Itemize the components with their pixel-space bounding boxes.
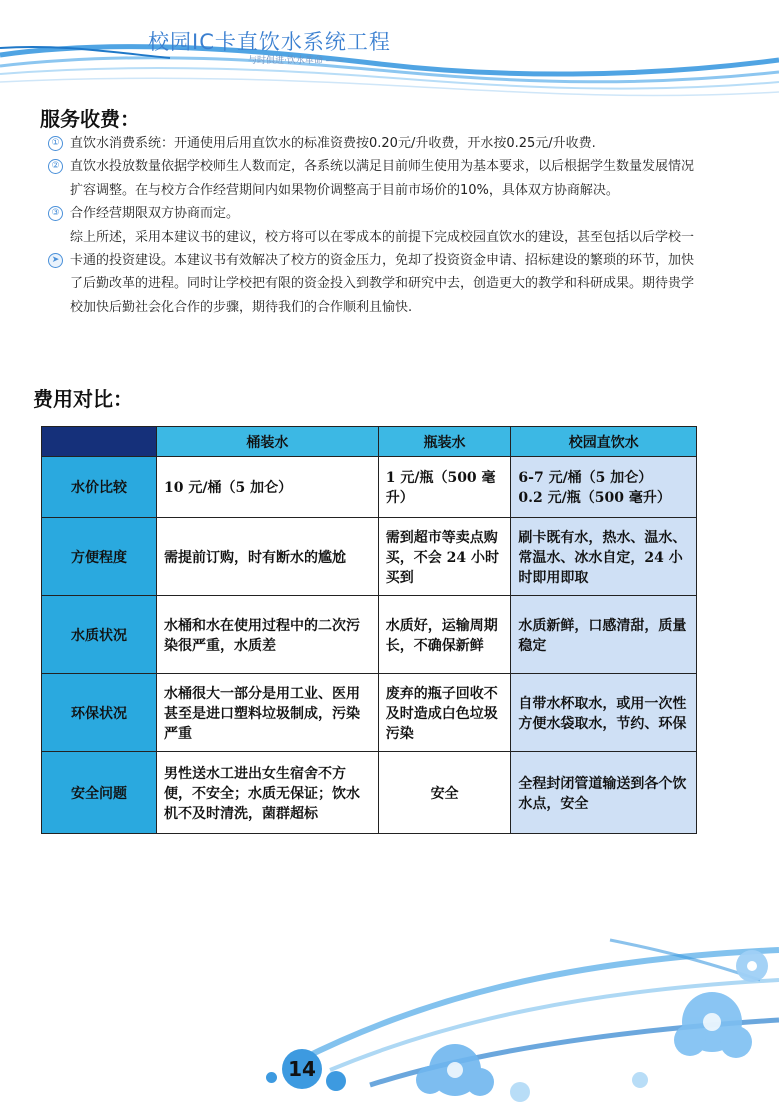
column-header-bucket-water: 桶装水: [157, 427, 379, 457]
table-cell: 需到超市等卖点购买，不会 24 小时买到: [378, 518, 511, 596]
table-cell: 6-7 元/桶（5 加仑） 0.2 元/瓶（500 毫升）: [511, 457, 697, 518]
table-cell: 需提前订购，时有断水的尴尬: [157, 518, 379, 596]
row-header: 安全问题: [42, 752, 157, 834]
table-cell: 水质新鲜，口感清甜，质量稳定: [511, 596, 697, 674]
table-row: [42, 674, 697, 752]
table-cell: 1 元/瓶（500 毫升）: [378, 457, 511, 518]
paragraph-line: ② 直饮水投放数量依据学校师生人数而定，各系统以满足目前师生使用为基本要求，以后根据学生数量发展情况: [48, 155, 770, 178]
table-row: [42, 752, 697, 834]
section-heading-cost-comparison: 费用对比：: [33, 387, 133, 411]
arrow-bullet-icon: ➤: [48, 253, 63, 268]
table-row: [42, 596, 697, 674]
document-title: 校园IC卡直饮水系统工程: [148, 30, 391, 54]
table-cell: 水桶和水在使用过程中的二次污染很严重，水质差: [157, 596, 379, 674]
row-header: 水质状况: [42, 596, 157, 674]
row-header: 环保状况: [42, 674, 157, 752]
row-header: 方便程度: [42, 518, 157, 596]
table-cell: 安全: [378, 752, 511, 834]
row-header: 水价比较: [42, 457, 157, 518]
paragraph-line: ➤ 卡通的投资建设。本建议书有效解决了校方的资金压力，免却了投资资金申请、招标建设的繁琐的环节，加快: [48, 249, 770, 272]
floral-wave-decoration: [0, 920, 779, 1103]
section-heading-fees: 服务收费：: [40, 107, 140, 131]
cost-comparison-table: [41, 426, 697, 834]
table-header-row: [42, 427, 697, 457]
paragraph-line: ③ 合作经营期限双方协商而定。: [48, 202, 770, 225]
paragraph-line: 校加快后勤社会化合作的步骤，期待我们的合作顺利且愉快.: [70, 299, 413, 315]
document-subtitle: 与时俱进·饮水革命 ——: [248, 56, 344, 66]
table-cell: 水质好，运输周期长，不确保新鲜: [378, 596, 511, 674]
table-cell: 自带水杯取水，或用一次性方便水袋取水，节约、环保: [511, 674, 697, 752]
circled-number-icon: ③: [48, 206, 63, 221]
table-cell: 废弃的瓶子回收不及时造成白色垃圾污染: [378, 674, 511, 752]
table-row: [42, 518, 697, 596]
table-cell: 10 元/桶（5 加仑）: [157, 457, 379, 518]
column-header-bottled-water: 瓶装水: [378, 427, 511, 457]
decorative-dot: [266, 1072, 277, 1083]
table-row: [42, 457, 697, 518]
paragraph-line: 综上所述，采用本建议书的建议，校方将可以在零成本的前提下完成校园直饮水的建设，甚至包括以后学校一: [70, 229, 695, 245]
circled-number-icon: ①: [48, 136, 63, 151]
page-number: 14: [282, 1049, 322, 1089]
table-cell: 男性送水工进出女生宿舍不方便，不安全；水质无保证；饮水机不及时清洗，菌群超标: [157, 752, 379, 834]
fees-paragraph: [48, 132, 770, 319]
decorative-dot: [326, 1071, 346, 1091]
paragraph-line: ① 直饮水消费系统：开通使用后用直饮水的标准资费按0.20元/升收费，开水按0.25元/升收费.: [48, 132, 770, 155]
table-corner-cell: [42, 427, 157, 457]
table-cell: 全程封闭管道输送到各个饮水点，安全: [511, 752, 697, 834]
column-header-campus-water: 校园直饮水: [511, 427, 697, 457]
paragraph-line: 了后勤改革的进程。同时让学校把有限的资金投入到教学和研究中去，创造更大的教学和科研成果。期待贵学: [70, 276, 695, 292]
table-cell: 水桶很大一部分是用工业、医用甚至是进口塑料垃圾制成，污染严重: [157, 674, 379, 752]
paragraph-line: 扩容调整。在与校方合作经营期间内如果物价调整高于目前市场价的10%，具体双方协商解决。: [70, 182, 619, 198]
circled-number-icon: ②: [48, 159, 63, 174]
table-cell: 刷卡既有水，热水、温水、常温水、冰水自定，24 小时即用即取: [511, 518, 697, 596]
